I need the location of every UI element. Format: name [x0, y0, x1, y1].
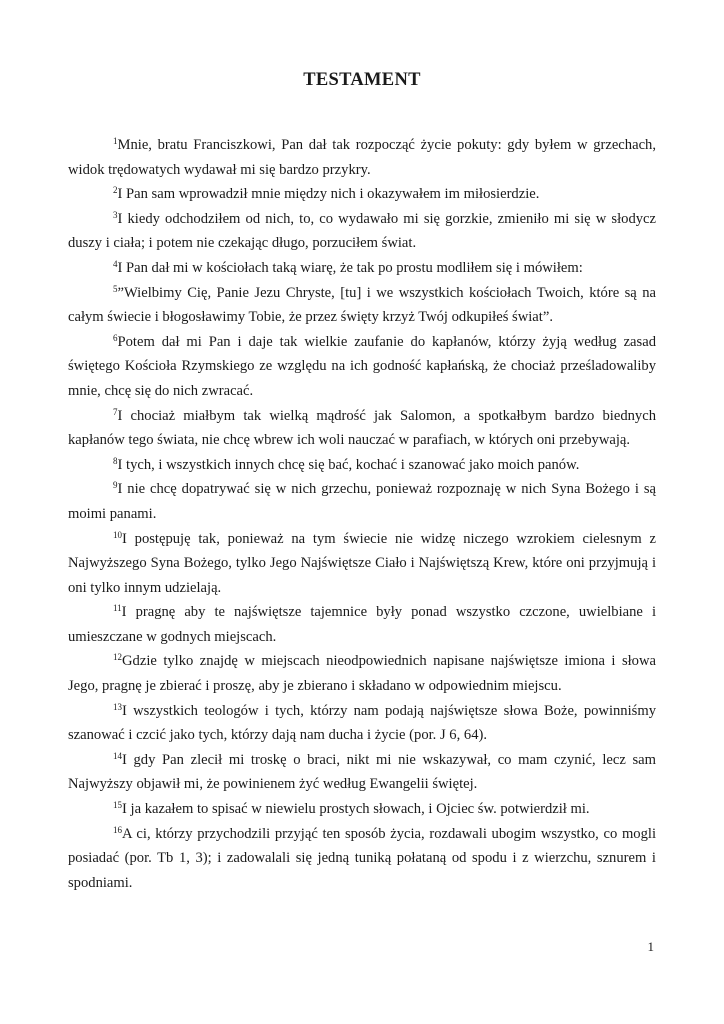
verse-number: 7 [113, 406, 118, 417]
paragraph-15 [68, 797, 656, 822]
paragraph-10 [68, 527, 656, 601]
paragraph-text: Gdzie tylko znajdę w miejscach nieodpowiednich napisane najświętsze imiona i słowa Jego, pragnę je zbierać i proszę, aby je zbierano i składano w odpowiednim miejscu. [68, 653, 656, 695]
paragraph-7 [68, 404, 656, 453]
paragraph-text: I wszystkich teologów i tych, którzy nam podają najświętsze słowa Boże, powinniśmy szanować i czcić jako tych, którzy dają nam ducha i życie (por. J 6, 64). [68, 702, 656, 744]
verse-number: 2 [113, 185, 118, 196]
paragraph-11 [68, 600, 656, 649]
paragraph-text: I ja kazałem to spisać w niewielu prostych słowach, i Ojciec św. potwierdził mi. [122, 801, 590, 818]
paragraph-3 [68, 207, 656, 256]
paragraph-text: ”Wielbimy Cię, Panie Jezu Chryste, [tu] i we wszystkich kościołach Twoich, które są na całym świecie i błogosławimy Tobie, że przez święty krzyż Twój odkupiłeś świat”. [68, 284, 656, 326]
page-title: TESTAMENT [303, 70, 421, 90]
verse-number: 10 [113, 529, 122, 540]
paragraph-text: I Pan dał mi w kościołach taką wiarę, że tak po prostu modliłem się i mówiłem: [117, 259, 583, 276]
paragraph-text: Potem dał mi Pan i daje tak wielkie zaufanie do kapłanów, którzy żyją według zasad świętego Kościoła Rzymskiego ze względu na ich godność kapłańską, że chociaż prześladowaliby mnie, chcę się do nich zwracać. [68, 333, 656, 399]
paragraph-4 [68, 256, 656, 281]
paragraph-6 [68, 330, 656, 404]
verse-number: 11 [113, 603, 122, 614]
paragraph-text: I Pan sam wprowadził mnie między nich i okazywałem im miłosierdzie. [117, 186, 540, 203]
verse-number: 12 [113, 652, 122, 663]
verse-number: 14 [113, 750, 122, 761]
paragraph-12 [68, 649, 656, 698]
verse-number: 4 [113, 258, 118, 269]
paragraph-text: I tych, i wszystkich innych chcę się bać, kochać i szanować jako moich panów. [117, 456, 580, 473]
verse-number: 13 [113, 701, 122, 712]
paragraph-text: A ci, którzy przychodzili przyjąć ten sposób życia, rozdawali ubogim wszystko, co mogli posiadać (por. Tb 1, 3); i zadowalali się jedną tuniką połataną od spodu i z wierzchu, sznurem i spodniami. [68, 825, 656, 891]
paragraph-text: Mnie, bratu Franciszkowi, Pan dał tak rozpocząć życie pokuty: gdy byłem w grzechach, widok trędowatych wydawał mi się bardzo przykry. [68, 137, 656, 178]
paragraph-text: I nie chcę dopatrywać się w nich grzechu, ponieważ rozpoznaję w nich Syna Bożego i są moimi panami. [68, 481, 656, 522]
verse-number: 8 [113, 455, 118, 466]
verse-number: 1 [113, 136, 118, 146]
paragraph-text: I kiedy odchodziłem od nich, to, co wydawało mi się gorzkie, zmieniło mi się w słodycz duszy i ciała; i potem nie czekając długo, porzuciłem świat. [68, 210, 656, 252]
paragraph-2 [68, 182, 656, 207]
verse-number: 5 [113, 283, 118, 294]
verse-number: 15 [113, 800, 122, 811]
document-body [68, 133, 656, 895]
paragraph-text: I pragnę aby te najświętsze tajemnice były ponad wszystko czczone, uwielbiane i umieszczane w godnych miejscach. [68, 604, 656, 645]
paragraph-8 [68, 453, 656, 478]
paragraph-13 [68, 699, 656, 748]
verse-number: 3 [113, 209, 118, 220]
paragraph-5 [68, 281, 656, 330]
paragraph-text: I chociaż miałbym tak wielką mądrość jak Salomon, a spotkałbym bardzo biednych kapłanów tego świata, nie chcę wbrew ich woli nauczać w parafiach, w których oni przebywają. [68, 407, 656, 449]
paragraph-14 [68, 748, 656, 797]
page-number: 1 [647, 939, 654, 954]
paragraph-text: I postępuję tak, ponieważ na tym świecie nie widzę niczego wzrokiem cielesnym z Najwyższego Syna Bożego, tylko Jego Najświętsze Ciało i Najświętszą Krew, które oni przyjmują i oni tylko innym udzielają. [68, 530, 656, 596]
paragraph-text: I gdy Pan zlecił mi troskę o braci, nikt mi nie wskazywał, co mam czynić, lecz sam Najwyższy objawił mi, że powinienem żyć według Ewangelii świętej. [68, 751, 656, 793]
verse-number: 6 [113, 332, 118, 343]
paragraph-16 [68, 822, 656, 896]
verse-number: 9 [113, 480, 118, 491]
paragraph-1 [68, 133, 656, 182]
paragraph-9 [68, 477, 656, 526]
verse-number: 16 [113, 824, 122, 835]
